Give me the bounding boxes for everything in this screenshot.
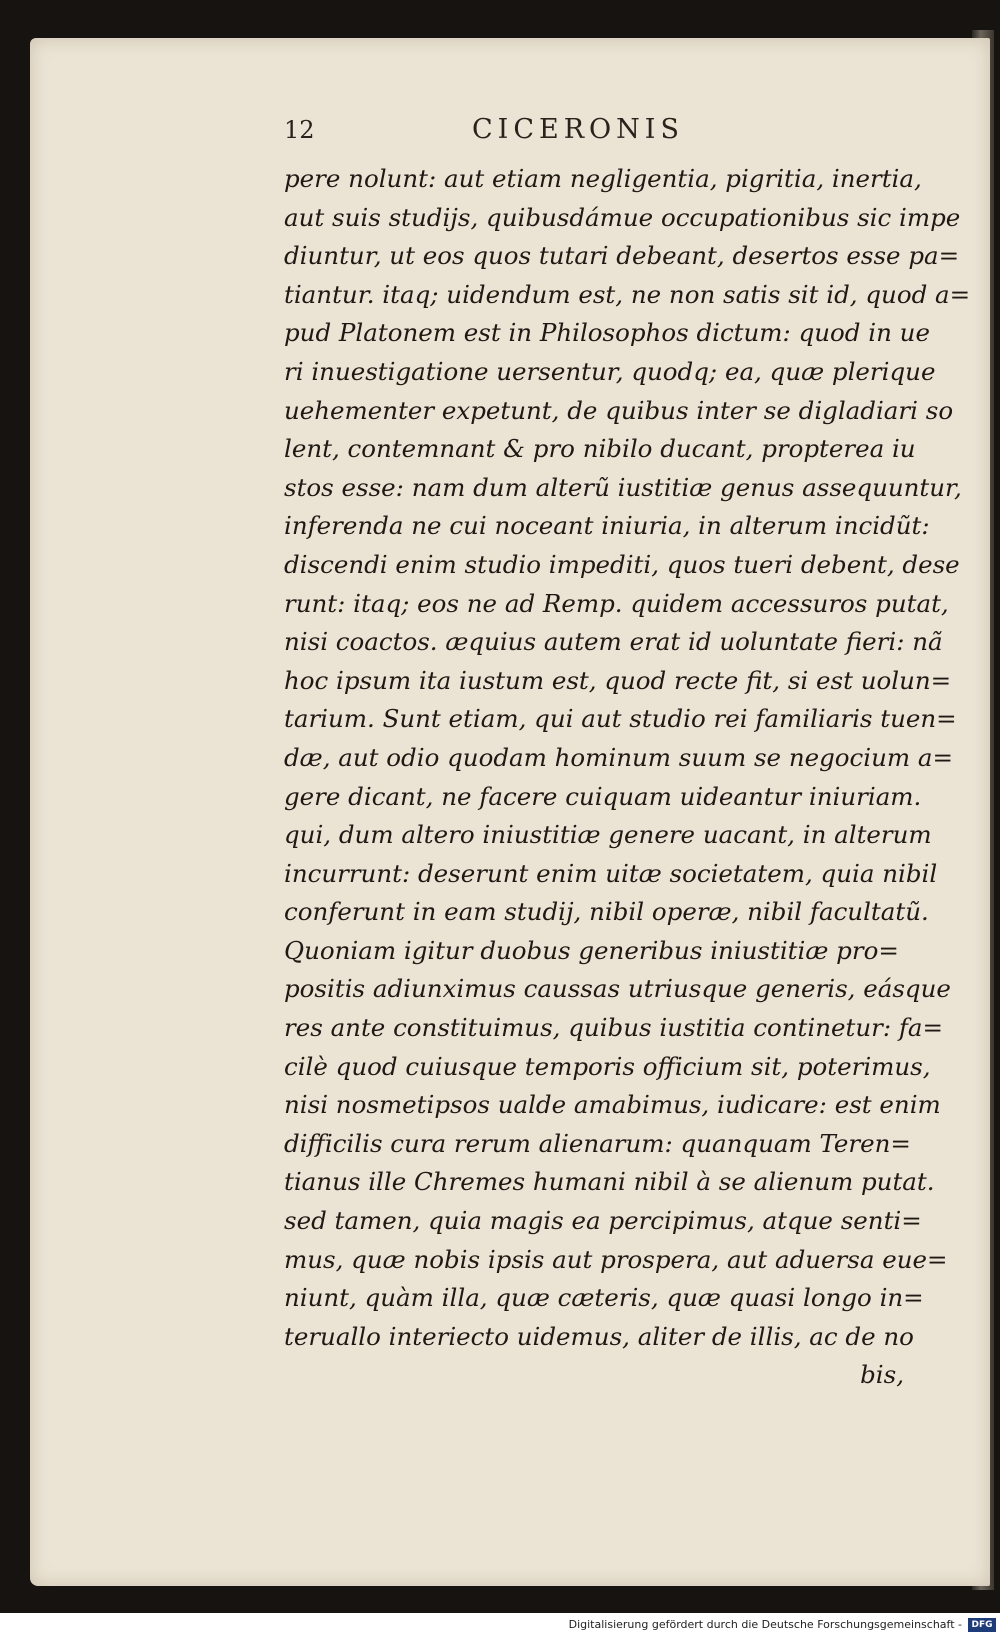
text-line: sed tamen, quia magis ea percipimus, atque senti=	[284, 1206, 922, 1236]
running-head	[284, 114, 724, 154]
dfg-logo: DFG	[968, 1618, 996, 1632]
text-line: Quoniam igitur duobus generibus iniustitiæ pro=	[284, 935, 899, 965]
text-line: diuntur, ut eos quos tutari debeant, desertos esse pa=	[284, 241, 960, 271]
text-line: positis adiunximus caussas utriusque generis, eásque	[284, 974, 951, 1004]
text-line: incurrunt: deserunt enim uitæ societatem, quia nibil	[284, 858, 938, 888]
text-line: inferenda ne cui noceant iniuria, in alterum incidũt:	[284, 511, 930, 541]
text-line: tianus ille Chremes humani nibil à se alienum putat.	[284, 1167, 935, 1197]
page-number: 12	[284, 116, 315, 144]
text-line: res ante constituimus, quibus iustitia continetur: fa=	[284, 1013, 944, 1043]
text-line: pud Platonem est in Philosophos dictum: quod in ue	[284, 318, 930, 348]
digitization-credit: Digitalisierung gefördert durch die Deutsche Forschungsgemeinschaft -	[568, 1618, 962, 1631]
text-line: teruallo interiecto uidemus, aliter de illis, ac de no	[284, 1321, 914, 1351]
text-line: ri inuestigatione uersentur, quodq; ea, quæ plerique	[284, 356, 936, 386]
text-line: niunt, quàm illa, quæ cæteris, quæ quasi longo in=	[284, 1283, 924, 1313]
text-line: dæ, aut odio quodam hominum suum se negocium a=	[284, 742, 954, 772]
text-line: uehementer expetunt, de quibus inter se digladiari so	[284, 395, 954, 425]
text-line: cilè quod cuiusque temporis officium sit, poterimus,	[284, 1051, 931, 1081]
text-line: gere dicant, ne facere cuiquam uideantur iniuriam.	[284, 781, 922, 811]
text-line: aut suis studijs, quibusdámue occupationibus sic impe	[284, 202, 961, 232]
text-line: conferunt in eam studij, nibil operæ, nibil facultatũ.	[284, 897, 929, 927]
text-line: hoc ipsum ita iustum est, quod recte fit, si est uolun=	[284, 665, 952, 695]
text-line: stos esse: nam dum alterũ iustitiæ genus assequuntur,	[284, 472, 962, 502]
text-line: nisi nosmetipsos ualde amabimus, iudicare: est enim	[284, 1090, 941, 1120]
footer-bar	[0, 1613, 1000, 1635]
catchword: bis,	[860, 1360, 904, 1390]
running-head-title: CICERONIS	[472, 114, 684, 145]
text-block	[284, 160, 971, 1395]
text-line: qui, dum altero iniustitiæ genere uacant, in alterum	[284, 820, 932, 850]
text-line: tiantur. itaq; uidendum est, ne non satis sit id, quod a=	[284, 279, 971, 309]
text-line: runt: itaq; eos ne ad Remp. quidem accessuros putat,	[284, 588, 949, 618]
text-line: lent, contemnant & pro nibilo ducant, propterea iu	[284, 434, 916, 464]
text-line: tarium. Sunt etiam, qui aut studio rei familiaris tuen=	[284, 704, 957, 734]
text-line: mus, quæ nobis ipsis aut prospera, aut aduersa eue=	[284, 1244, 948, 1274]
text-line: difficilis cura rerum alienarum: quanquam Teren=	[284, 1128, 911, 1158]
text-line: nisi coactos. æquius autem erat id uoluntate fieri: nã	[284, 627, 943, 657]
text-line: discendi enim studio impediti, quos tueri debent, dese	[284, 549, 960, 579]
text-line: pere nolunt: aut etiam negligentia, pigritia, inertia,	[284, 164, 922, 193]
